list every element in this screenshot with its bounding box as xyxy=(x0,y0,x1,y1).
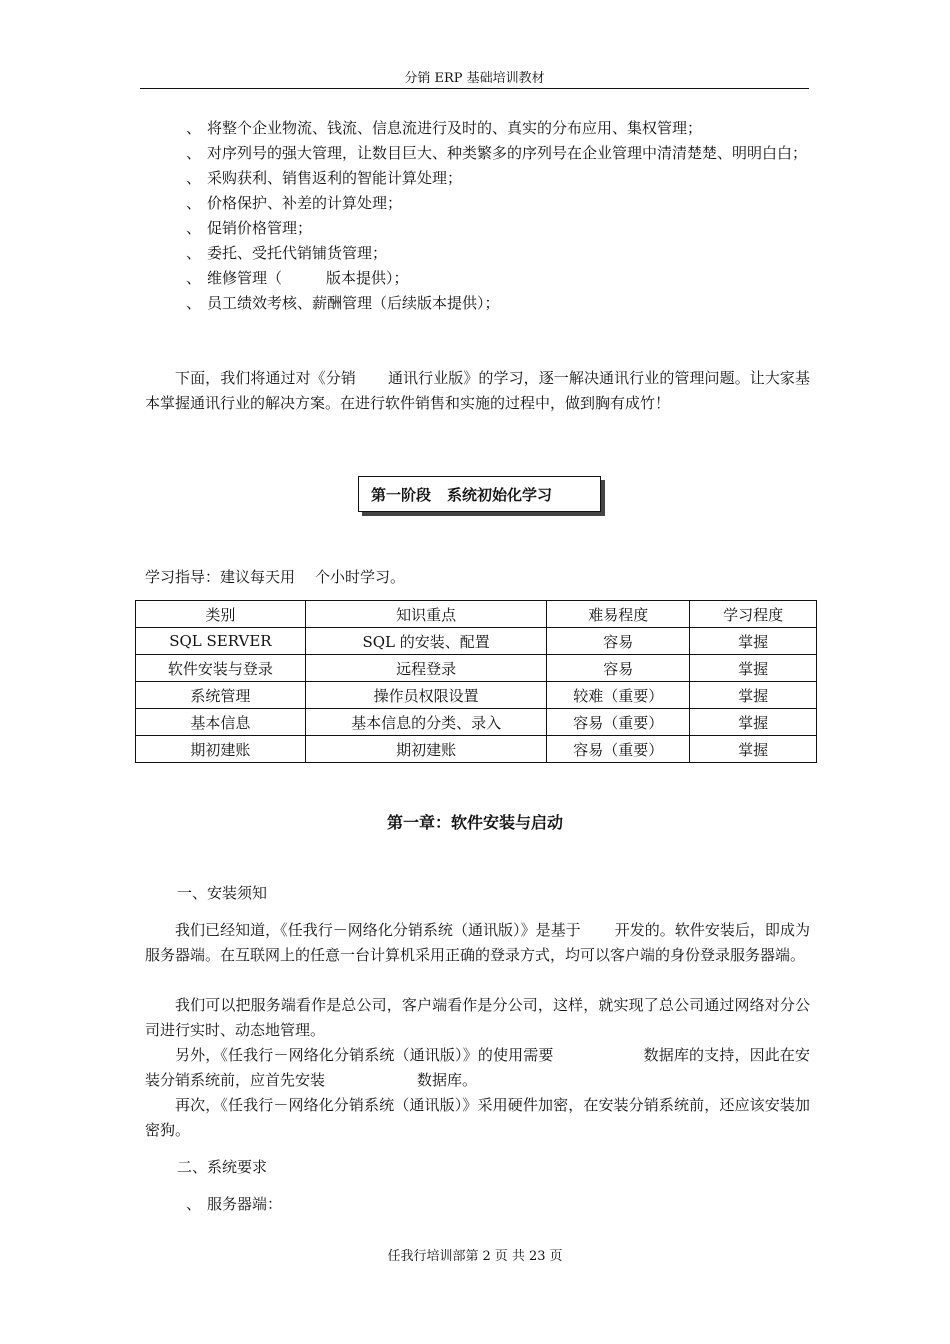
bullet-mark: 、 xyxy=(186,294,202,312)
list-item-text: 对序列号的强大管理，让数目巨大、种类繁多的序列号在企业管理中清清楚楚、明明白白； xyxy=(207,144,808,162)
bullet-mark: 、 xyxy=(186,244,202,262)
list-item-text: 采购获利、销售返利的智能计算处理； xyxy=(207,169,463,187)
bullet-mark: 、 xyxy=(186,269,202,287)
table-cell: 基本信息的分类、录入 xyxy=(305,709,547,736)
paragraph-text: 数据库的支持，因此在安装分销系统前，应首先安装 xyxy=(145,1046,810,1089)
paragraph xyxy=(145,918,810,968)
guide-text: 个小时学习。 xyxy=(315,568,406,586)
table-cell: 掌握 xyxy=(690,736,817,763)
table-cell: 容易 xyxy=(547,655,690,682)
table-cell: 期初建账 xyxy=(305,736,547,763)
page-number: 2 xyxy=(482,1249,491,1264)
table-cell: 软件安装与登录 xyxy=(136,655,306,682)
table-cell: 掌握 xyxy=(690,682,817,709)
list-item-text: 价格保护、补差的计算处理； xyxy=(207,194,403,212)
stage-title: 系统初始化学习 xyxy=(447,486,553,504)
page-footer xyxy=(0,1248,950,1266)
list-item-text: 员工绩效考核、薪酬管理（后续版本提供）； xyxy=(207,294,500,312)
bullet-mark: 、 xyxy=(186,119,202,137)
list-item xyxy=(186,141,816,166)
column-header: 学习程度 xyxy=(690,601,817,628)
study-table xyxy=(135,600,817,763)
table-cell: 期初建账 xyxy=(136,736,306,763)
footer-text: 页 xyxy=(549,1249,563,1264)
table-cell: SQL SERVER xyxy=(136,628,306,655)
paragraph-text: 开发的。软件安装后，即成为服务器端。在互联网上的任意一台计算机采用正确的登录方式，均可以客户端的身份登录服务器端。 xyxy=(145,921,810,964)
table-cell: 基本信息 xyxy=(136,709,306,736)
list-item xyxy=(186,216,816,241)
paragraph-text: 另外，《任我行－网络化分销系统（通讯版）》的使用需要 xyxy=(175,1046,554,1064)
table-cell: 容易 xyxy=(547,628,690,655)
table-row xyxy=(136,709,817,736)
column-header: 类别 xyxy=(136,601,306,628)
bullet-mark: 、 xyxy=(186,219,202,237)
paragraph: 再次，《任我行－网络化分销系统（通讯版）》采用硬件加密，在安装分销系统前，还应该安装加密狗。 xyxy=(145,1096,810,1139)
paragraph: 我们可以把服务端看作是总公司，客户端看作是分公司，这样，就实现了总公司通过网络对分公司进行实时、动态地管理。 xyxy=(145,996,810,1039)
list-item-text: 维修管理（ xyxy=(207,269,283,287)
table-cell: SQL 的安装、配置 xyxy=(305,628,547,655)
table-cell: 容易（重要） xyxy=(547,736,690,763)
table-row xyxy=(136,655,817,682)
page-total: 23 xyxy=(528,1249,546,1264)
stage-title-box xyxy=(358,476,601,512)
list-item-text: 服务器端： xyxy=(207,1195,283,1213)
table-row xyxy=(136,628,817,655)
list-item xyxy=(186,241,816,266)
list-item-text: 委托、受托代销铺货管理； xyxy=(207,244,388,262)
bullet-mark: 、 xyxy=(186,194,202,212)
header-rule xyxy=(140,88,809,89)
paragraph-text: 我们已经知道，《任我行－网络化分销系统（通讯版）》是基于 xyxy=(175,921,581,939)
list-item xyxy=(186,166,816,191)
section-heading: 一、安装须知 xyxy=(177,884,268,902)
list-item-text: 将整个企业物流、钱流、信息流进行及时的、真实的分布应用、集权管理； xyxy=(207,119,703,137)
table-row xyxy=(136,736,817,763)
intro-text: 下面，我们将通过对《分销 xyxy=(175,369,356,387)
intro-paragraph xyxy=(145,366,810,416)
list-item-text: 促销价格管理； xyxy=(207,219,313,237)
column-header: 难易程度 xyxy=(547,601,690,628)
table-cell: 掌握 xyxy=(690,628,817,655)
bullet-mark: 、 xyxy=(186,169,202,187)
table-cell: 较难（重要） xyxy=(547,682,690,709)
chapter-title: 第一章：软件安装与启动 xyxy=(386,813,563,832)
section-heading: 二、系统要求 xyxy=(177,1158,268,1176)
table-header-row xyxy=(136,601,817,628)
guide-text: 学习指导：建议每天用 xyxy=(145,568,296,586)
study-guide xyxy=(145,566,405,588)
list-item xyxy=(186,116,816,141)
table-row xyxy=(136,682,817,709)
footer-text: 任我行培训部第 xyxy=(387,1249,479,1264)
list-item xyxy=(186,266,816,291)
table-cell: 系统管理 xyxy=(136,682,306,709)
column-header: 知识重点 xyxy=(305,601,547,628)
footer-text: 页 共 xyxy=(494,1249,525,1264)
table-cell: 远程登录 xyxy=(305,655,547,682)
bullet-mark: 、 xyxy=(186,1195,202,1213)
stage-label: 第一阶段 xyxy=(371,486,432,504)
list-item xyxy=(186,291,816,316)
bullet-mark: 、 xyxy=(186,144,202,162)
paragraph-text: 数据库。 xyxy=(417,1071,478,1089)
list-item xyxy=(186,191,816,216)
page-header: 分销 ERP 基础培训教材 xyxy=(404,71,545,86)
list-item-text: 版本提供）； xyxy=(326,269,409,287)
table-cell: 操作员权限设置 xyxy=(305,682,547,709)
feature-list xyxy=(186,116,816,316)
table-cell: 容易（重要） xyxy=(547,709,690,736)
list-item xyxy=(186,1192,282,1217)
intro-text: 通讯行业版》的学习，逐一解决通讯行业的管理问题。让大家基本掌握通讯行业的解决方案。在进行软件销售和实施的过程中，做到胸有成竹！ xyxy=(145,369,810,412)
paragraph xyxy=(145,1043,810,1093)
table-cell: 掌握 xyxy=(690,709,817,736)
table-cell: 掌握 xyxy=(690,655,817,682)
